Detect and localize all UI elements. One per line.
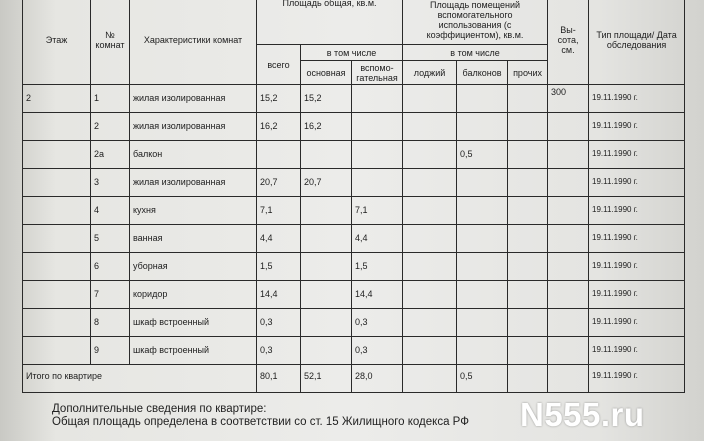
total-loggia [403, 365, 457, 393]
header-main: основная [301, 61, 352, 85]
cell-date: 19.11.1990 г. [589, 113, 685, 141]
cell-room-no: 6 [91, 253, 130, 281]
cell-height [548, 337, 589, 365]
cell-main: 15,2 [301, 85, 352, 113]
cell-floor [23, 113, 91, 141]
cell-height [548, 225, 589, 253]
cell-room-name: коридор [130, 281, 257, 309]
cell-other [508, 281, 548, 309]
additional-notes [52, 403, 469, 429]
notes-heading: Дополнительные сведения по квартире: [52, 403, 267, 415]
cell-height [548, 197, 589, 225]
cell-total: 1,5 [257, 253, 301, 281]
cell-main [301, 281, 352, 309]
cell-total: 15,2 [257, 85, 301, 113]
inventory-table [22, 0, 685, 393]
cell-height [548, 141, 589, 169]
table-row [23, 141, 685, 169]
table-row [23, 85, 685, 113]
cell-loggia [403, 197, 457, 225]
cell-other [508, 225, 548, 253]
cell-room-no: 7 [91, 281, 130, 309]
header-area-total: Площадь общая, кв.м. [257, 0, 403, 45]
total-area: 80,1 [257, 365, 301, 393]
cell-aux: 0,3 [352, 337, 403, 365]
cell-aux [352, 85, 403, 113]
cell-room-name: шкаф встроенный [130, 337, 257, 365]
cell-aux: 1,5 [352, 253, 403, 281]
cell-room-name: ванная [130, 225, 257, 253]
cell-room-no: 5 [91, 225, 130, 253]
cell-balcony [457, 337, 508, 365]
cell-floor [23, 337, 91, 365]
cell-height [548, 169, 589, 197]
cell-main [301, 197, 352, 225]
cell-room-no: 3 [91, 169, 130, 197]
table-row [23, 281, 685, 309]
header-other: прочих [508, 61, 548, 85]
cell-other [508, 337, 548, 365]
cell-height [548, 253, 589, 281]
cell-other [508, 197, 548, 225]
cell-room-name: жилая изолированная [130, 113, 257, 141]
cell-balcony [457, 85, 508, 113]
header-total-all: всего [257, 45, 301, 85]
cell-total: 14,4 [257, 281, 301, 309]
cell-date: 19.11.1990 г. [589, 337, 685, 365]
cell-room-no: 2а [91, 141, 130, 169]
cell-floor [23, 309, 91, 337]
cell-total: 20,7 [257, 169, 301, 197]
header-including-aux: в том числе [403, 45, 548, 61]
table-row [23, 169, 685, 197]
cell-balcony [457, 169, 508, 197]
cell-main [301, 225, 352, 253]
cell-room-name: шкаф встроенный [130, 309, 257, 337]
total-main: 52,1 [301, 365, 352, 393]
table-row [23, 225, 685, 253]
cell-other [508, 309, 548, 337]
total-aux: 28,0 [352, 365, 403, 393]
cell-loggia [403, 225, 457, 253]
cell-aux: 14,4 [352, 281, 403, 309]
cell-loggia [403, 141, 457, 169]
cell-floor: 2 [23, 85, 91, 113]
cell-main [301, 141, 352, 169]
header-room-characteristics: Характеристики комнат [130, 0, 257, 85]
cell-room-no: 1 [91, 85, 130, 113]
cell-total: 7,1 [257, 197, 301, 225]
cell-room-no: 8 [91, 309, 130, 337]
cell-loggia [403, 309, 457, 337]
cell-aux [352, 113, 403, 141]
header-balconies: балконов [457, 61, 508, 85]
cell-room-name: жилая изолированная [130, 85, 257, 113]
cell-height [548, 281, 589, 309]
total-height [548, 365, 589, 393]
cell-loggia [403, 113, 457, 141]
cell-date: 19.11.1990 г. [589, 253, 685, 281]
cell-total [257, 141, 301, 169]
cell-other [508, 85, 548, 113]
cell-floor [23, 225, 91, 253]
cell-room-no: 2 [91, 113, 130, 141]
cell-floor [23, 197, 91, 225]
cell-loggia [403, 281, 457, 309]
cell-date: 19.11.1990 г. [589, 141, 685, 169]
cell-total: 16,2 [257, 113, 301, 141]
cell-aux: 0,3 [352, 309, 403, 337]
watermark-logo: N555.ru [520, 396, 645, 433]
table-row [23, 337, 685, 365]
cell-loggia [403, 85, 457, 113]
cell-loggia [403, 337, 457, 365]
cell-floor [23, 141, 91, 169]
cell-aux [352, 169, 403, 197]
cell-total: 0,3 [257, 309, 301, 337]
cell-balcony [457, 197, 508, 225]
cell-height [548, 113, 589, 141]
cell-room-no: 9 [91, 337, 130, 365]
total-date: 19.11.1990 г. [589, 365, 685, 393]
cell-floor [23, 253, 91, 281]
cell-loggia [403, 253, 457, 281]
cell-aux [352, 141, 403, 169]
cell-height: 300 [548, 85, 589, 113]
cell-date: 19.11.1990 г. [589, 281, 685, 309]
cell-balcony [457, 113, 508, 141]
cell-balcony [457, 309, 508, 337]
cell-height [548, 309, 589, 337]
cell-total: 4,4 [257, 225, 301, 253]
header-loggias: лоджий [403, 61, 457, 85]
cell-balcony [457, 281, 508, 309]
cell-total: 0,3 [257, 337, 301, 365]
cell-other [508, 113, 548, 141]
header-room-no: № комнат [91, 0, 130, 85]
table-row [23, 113, 685, 141]
cell-room-name: уборная [130, 253, 257, 281]
cell-other [508, 253, 548, 281]
cell-date: 19.11.1990 г. [589, 225, 685, 253]
cell-floor [23, 169, 91, 197]
cell-date: 19.11.1990 г. [589, 197, 685, 225]
cell-aux: 7,1 [352, 197, 403, 225]
table-row [23, 197, 685, 225]
total-row [23, 365, 685, 393]
cell-floor [23, 281, 91, 309]
cell-main: 16,2 [301, 113, 352, 141]
total-other [508, 365, 548, 393]
total-label: Итого по квартире [23, 365, 257, 393]
header-area-type-date: Тип площади/ Дата обследования [589, 0, 685, 85]
table-row [23, 309, 685, 337]
header-aux-area: Площадь помещений вспомогательного использования (с коэффициентом), кв.м. [403, 0, 548, 45]
header-including: в том числе [301, 45, 403, 61]
cell-balcony: 0,5 [457, 141, 508, 169]
cell-date: 19.11.1990 г. [589, 85, 685, 113]
cell-other [508, 169, 548, 197]
total-balcony: 0,5 [457, 365, 508, 393]
notes-text: Общая площадь определена в соответствии со ст. 15 Жилищного кодекса РФ [52, 416, 469, 428]
cell-room-name: жилая изолированная [130, 169, 257, 197]
cell-main [301, 253, 352, 281]
cell-other [508, 141, 548, 169]
header-auxiliary: вспомо-гательная [352, 61, 403, 85]
header-height: Вы-сота, см. [548, 0, 589, 85]
cell-aux: 4,4 [352, 225, 403, 253]
cell-main [301, 337, 352, 365]
cell-date: 19.11.1990 г. [589, 309, 685, 337]
cell-room-no: 4 [91, 197, 130, 225]
table-row [23, 253, 685, 281]
cell-room-name: кухня [130, 197, 257, 225]
cell-loggia [403, 169, 457, 197]
cell-room-name: балкон [130, 141, 257, 169]
header-floor: Этаж [23, 0, 91, 85]
cell-main: 20,7 [301, 169, 352, 197]
cell-balcony [457, 253, 508, 281]
cell-main [301, 309, 352, 337]
cell-date: 19.11.1990 г. [589, 169, 685, 197]
cell-balcony [457, 225, 508, 253]
